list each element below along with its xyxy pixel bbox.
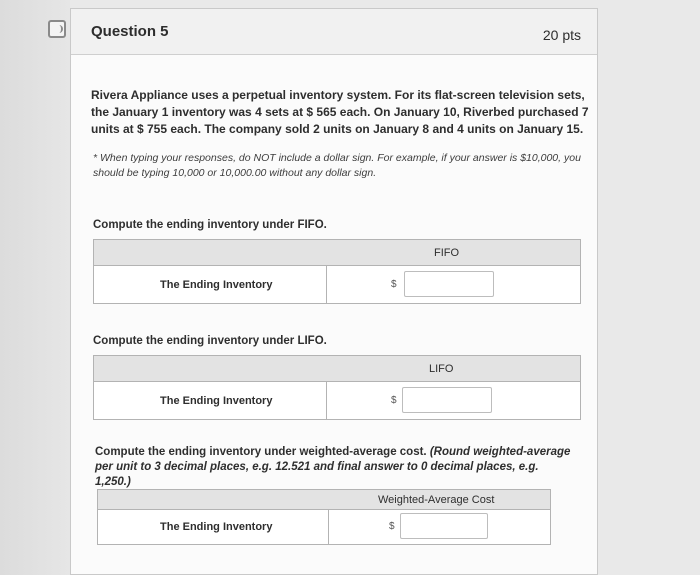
weighted-prompt-text: Compute the ending inventory under weighted-average cost. [95,446,427,458]
question-header [71,9,597,55]
flag-question-icon[interactable] [48,20,66,38]
weighted-table [97,489,551,545]
lifo-table [93,355,581,420]
fifo-ending-inventory-input[interactable] [404,271,494,297]
left-margin [0,0,70,575]
fifo-dollar-sign: $ [391,279,397,290]
lifo-dollar-sign: $ [391,395,397,406]
fifo-row-label: The Ending Inventory [160,278,273,291]
problem-text: Rivera Appliance uses a perpetual inventory system. For its flat-screen television sets, the January 1 inventory was 4 sets at $ 565 each. On January 10, Riverbed purchased 7 units at $ 755 each. The company sold 2 units on January 8 and 4 units on January 15. [91,88,589,136]
fifo-column-header: FIFO [434,247,460,259]
question-points: 20 pts [542,27,581,43]
weighted-table-header [98,490,550,510]
fifo-table [93,239,581,304]
weighted-column-header: Weighted-Average Cost [378,494,495,506]
weighted-row [98,510,550,544]
weighted-ending-inventory-input[interactable] [400,513,488,539]
lifo-column-header: LIFO [429,363,454,375]
weighted-column-divider [328,510,329,544]
instruction-note: * When typing your responses, do NOT include a dollar sign. For example, if your answer is $10,000, you should be typing 10,000 or 10,000.00 without any dollar sign. [93,152,581,179]
lifo-table-header [94,356,580,382]
weighted-row-label: The Ending Inventory [160,521,273,533]
fifo-prompt: Compute the ending inventory under FIFO. [93,219,327,231]
lifo-column-divider [326,382,327,419]
lifo-prompt: Compute the ending inventory under LIFO. [93,335,327,347]
lifo-row [94,382,580,419]
fifo-column-divider [326,266,327,303]
weighted-rounding-note: (Round weighted-average per unit to 3 decimal places, e.g. 12.521 and final answer to 0 decimal places, e.g. 1,250.) [95,446,571,488]
lifo-ending-inventory-input[interactable] [402,387,492,413]
weighted-prompt [95,445,575,490]
fifo-row [94,266,580,303]
lifo-row-label: The Ending Inventory [160,394,273,407]
fifo-table-header [94,240,580,266]
question-title: Question 5 [91,23,169,40]
question-card [70,8,598,575]
weighted-dollar-sign: $ [389,521,395,532]
